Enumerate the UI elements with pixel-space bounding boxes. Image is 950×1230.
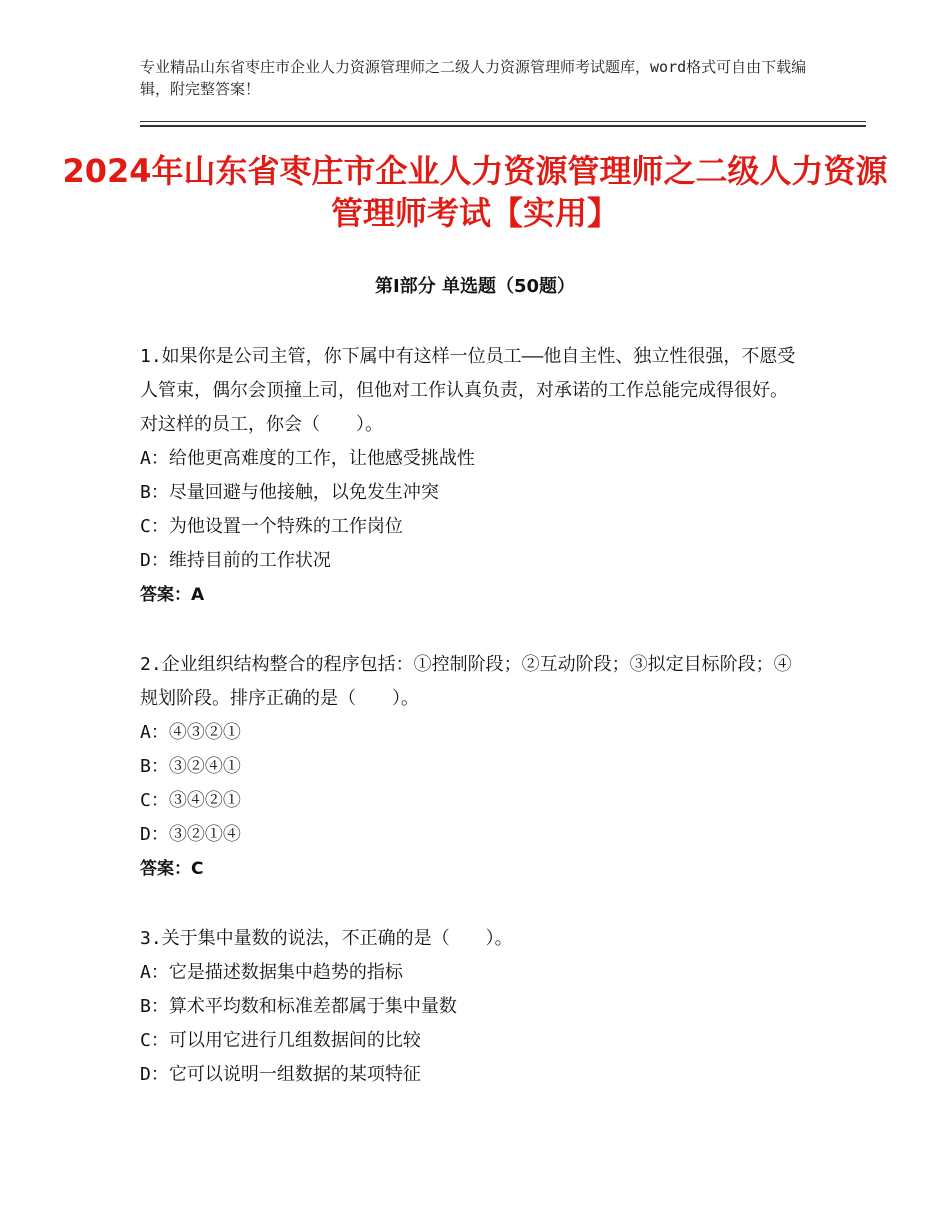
option-a: A：给他更高难度的工作，让他感受挑战性 [140, 448, 475, 469]
option-a: A：它是描述数据集中趋势的指标 [140, 962, 403, 983]
option-b: B：③②④① [140, 756, 241, 777]
answer: 答案：C [140, 859, 204, 879]
question-stem: 1.如果你是公司主管，你下属中有这样一位员工——他自主性、独立性很强，不愿受人管束，偶尔会顶撞上司，但他对工作认真负责，对承诺的工作总能完成得很好。对这样的员工，你会（ ）。 [140, 346, 796, 435]
document-title: 2024年山东省枣庄市企业人力资源管理师之二级人力资源管理师考试【实用】 [62, 152, 888, 232]
option-d: D：③②①④ [140, 824, 241, 845]
header-divider [140, 121, 866, 122]
option-c: C：可以用它进行几组数据间的比较 [140, 1030, 421, 1051]
section-heading: 第Ⅰ部分 单选题（50题） [374, 276, 575, 297]
option-d: D：维持目前的工作状况 [140, 550, 331, 571]
question-stem: 3.关于集中量数的说法，不正确的是（ ）。 [140, 928, 513, 949]
question-1 [140, 340, 805, 612]
option-d: D：它可以说明一组数据的某项特征 [140, 1064, 421, 1085]
option-b: B：算术平均数和标准差都属于集中量数 [140, 996, 457, 1017]
question-stem: 2.企业组织结构整合的程序包括：①控制阶段；②互动阶段；③拟定目标阶段；④规划阶段。排序正确的是（ ）。 [140, 654, 792, 709]
header-note: 专业精品山东省枣庄市企业人力资源管理师之二级人力资源管理师考试题库，word格式可自由下载编辑，附完整答案！ [140, 58, 807, 98]
option-b: B：尽量回避与他接触，以免发生冲突 [140, 482, 439, 503]
question-list [140, 340, 805, 1128]
option-a: A：④③②① [140, 722, 241, 743]
question-3 [140, 922, 805, 1092]
header-divider-thick [140, 125, 866, 127]
option-c: C：为他设置一个特殊的工作岗位 [140, 516, 403, 537]
answer: 答案：A [140, 585, 205, 605]
question-2 [140, 648, 805, 886]
option-c: C：③④②① [140, 790, 241, 811]
